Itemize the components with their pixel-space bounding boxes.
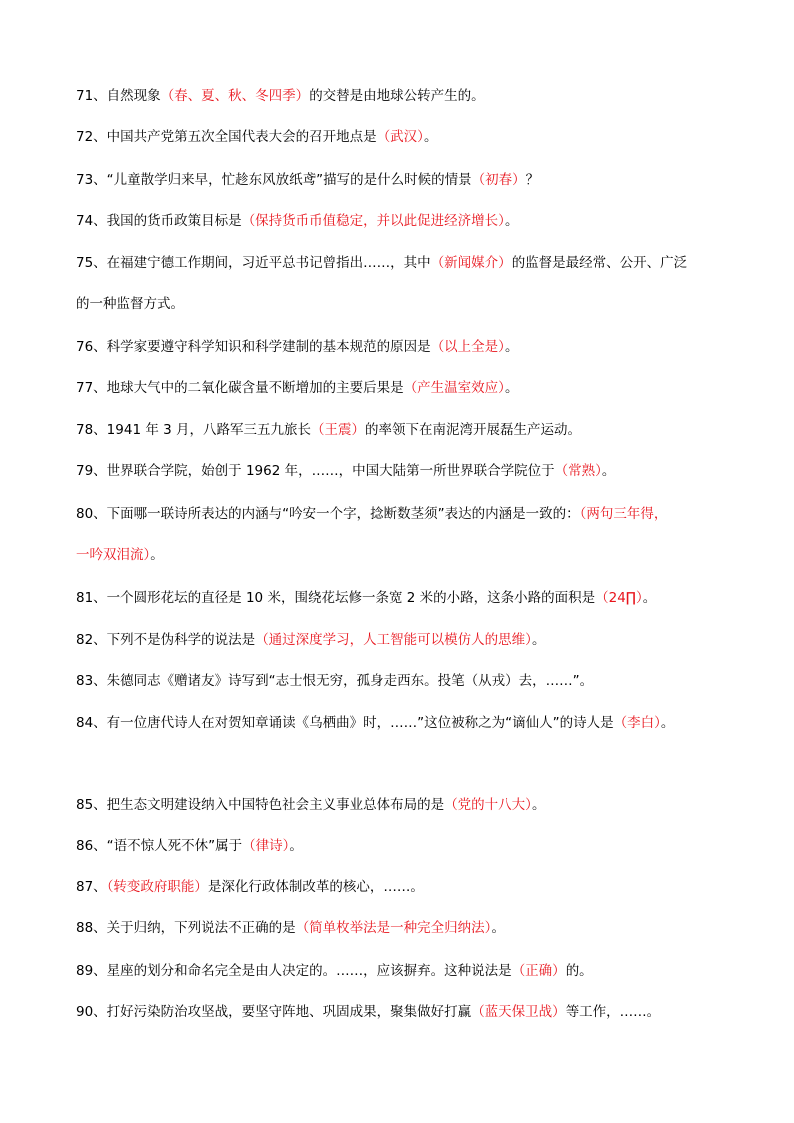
answer-text: 一吟双泪流）	[76, 547, 151, 563]
question-text: 86、“语不惊人死不休”属于	[76, 838, 243, 854]
question-line	[76, 1002, 660, 1022]
question-text: 。	[504, 213, 519, 229]
question-text: 。	[423, 129, 438, 145]
question-text: 。	[601, 463, 616, 479]
question-text: 的监督是最经常、公开、广泛	[511, 255, 688, 271]
answer-text: （正确）	[511, 963, 566, 979]
question-line	[76, 378, 518, 398]
question-text: 。	[150, 547, 164, 563]
answer-text: （转变政府职能）	[106, 879, 208, 895]
question-text: 79、世界联合学院，始创于 1962 年，……，中国大陆第一所世界联合学院位于	[76, 463, 555, 479]
question-text: 的一种监督方式。	[76, 296, 184, 312]
question-line	[76, 961, 593, 981]
question-text: 。	[491, 920, 505, 936]
question-text: 83、朱德同志《赠诸友》诗写到“志士恨无穷，孤身走西东。投笔（从戎）去，……”。	[76, 673, 594, 689]
question-line	[76, 170, 539, 190]
question-line	[76, 294, 184, 314]
answer-text: （通过深度学习，人工智能可以模仿人的思维）	[255, 632, 532, 648]
question-line	[76, 504, 667, 524]
question-text: 88、关于归纳，下列说法不正确的是	[76, 920, 296, 936]
question-text: 82、下列不是伪科学的说法是	[76, 632, 256, 648]
question-text: 85、把生态文明建设纳入中国特色社会主义事业总体布局的是	[76, 797, 445, 813]
question-text: 等工作，……。	[565, 1004, 661, 1020]
question-line	[76, 836, 303, 856]
question-line	[76, 795, 545, 815]
answer-text: （简单枚举法是一种完全归纳法）	[295, 920, 492, 936]
question-line	[76, 630, 545, 650]
question-text: 81、一个圆形花坛的直径是 10 米，围绕花坛修一条宽 2 米的小路，这条小路的面积是	[76, 590, 596, 606]
question-text: 。	[289, 838, 303, 854]
question-line	[76, 588, 656, 608]
question-text: 77、地球大气中的二氧化碳含量不断增加的主要后果是	[76, 380, 404, 396]
question-text: 。	[531, 797, 546, 813]
answer-text: （党的十八大）	[444, 797, 532, 813]
question-line	[76, 420, 581, 440]
question-line	[76, 713, 674, 733]
question-line	[76, 671, 593, 691]
question-line	[76, 253, 687, 273]
question-text: 75、在福建宁德工作期间，习近平总书记曾指出……，其中	[76, 255, 431, 271]
answer-text: （保持货币币值稳定，并以此促进经济增长）	[241, 213, 505, 229]
question-text: 84、有一位唐代诗人在对贺知章诵读《乌栖曲》时，……”这位被称之为“谪仙人”的诗人是	[76, 715, 614, 731]
question-line	[76, 211, 518, 231]
question-text: 。	[504, 380, 519, 396]
question-line	[76, 461, 615, 481]
question-text: 72、中国共产党第五次全国代表大会的召开地点是	[76, 129, 377, 145]
question-text: 71、自然现象	[76, 88, 161, 104]
question-text: ？	[525, 172, 540, 188]
question-text: 89、星座的划分和命名完全是由人决定的。……，应该摒弃。这种说法是	[76, 963, 512, 979]
answer-text: （春、夏、秋、冬四季）	[160, 88, 310, 104]
question-text: 的交替是由地球公转产生的。	[309, 88, 485, 104]
answer-text: （两句三年得，	[579, 506, 668, 522]
answer-text: （24∏）	[595, 590, 643, 606]
answer-text: （蓝天保卫战）	[471, 1004, 566, 1020]
question-text: 90、打好污染防治攻坚战，要坚守阵地、巩固成果，聚集做好打赢	[76, 1004, 472, 1020]
question-text: 74、我国的货币政策目标是	[76, 213, 242, 229]
answer-text: （初春）	[471, 172, 526, 188]
question-text: 。	[504, 339, 519, 355]
answer-text: （律诗）	[242, 838, 290, 854]
answer-text: （新闻媒介）	[430, 255, 512, 271]
question-text: 的率领下在南泥湾开展磊生产运动。	[365, 422, 581, 438]
question-text: 。	[660, 715, 675, 731]
question-line	[76, 877, 424, 897]
question-text: 76、科学家要遵守科学知识和科学建制的基本规范的原因是	[76, 339, 431, 355]
question-text: 的。	[565, 963, 593, 979]
question-line	[76, 127, 437, 147]
answer-text: （以上全是）	[430, 339, 505, 355]
question-text: 78、1941 年 3 月，八路军三五九旅长	[76, 422, 311, 438]
question-text: 87、	[76, 879, 107, 895]
question-text: 。	[642, 590, 657, 606]
question-text: 。	[531, 632, 546, 648]
answer-text: （武汉）	[376, 129, 424, 145]
answer-text: （产生温室效应）	[403, 380, 505, 396]
question-line	[76, 918, 505, 938]
answer-text: （王震）	[311, 422, 365, 438]
question-text: 73、“儿童散学归来早，忙趁东风放纸鸢”描写的是什么时候的情景	[76, 172, 472, 188]
question-line	[76, 86, 485, 106]
answer-text: （李白）	[613, 715, 661, 731]
question-text: 80、下面哪一联诗所表达的内涵与“吟安一个字，捻断数茎须”表达的内涵是一致的：	[76, 506, 580, 522]
question-line	[76, 337, 518, 357]
answer-text: （常熟）	[554, 463, 602, 479]
question-line	[76, 545, 164, 565]
question-text: 是深化行政体制改革的核心，……。	[207, 879, 424, 895]
